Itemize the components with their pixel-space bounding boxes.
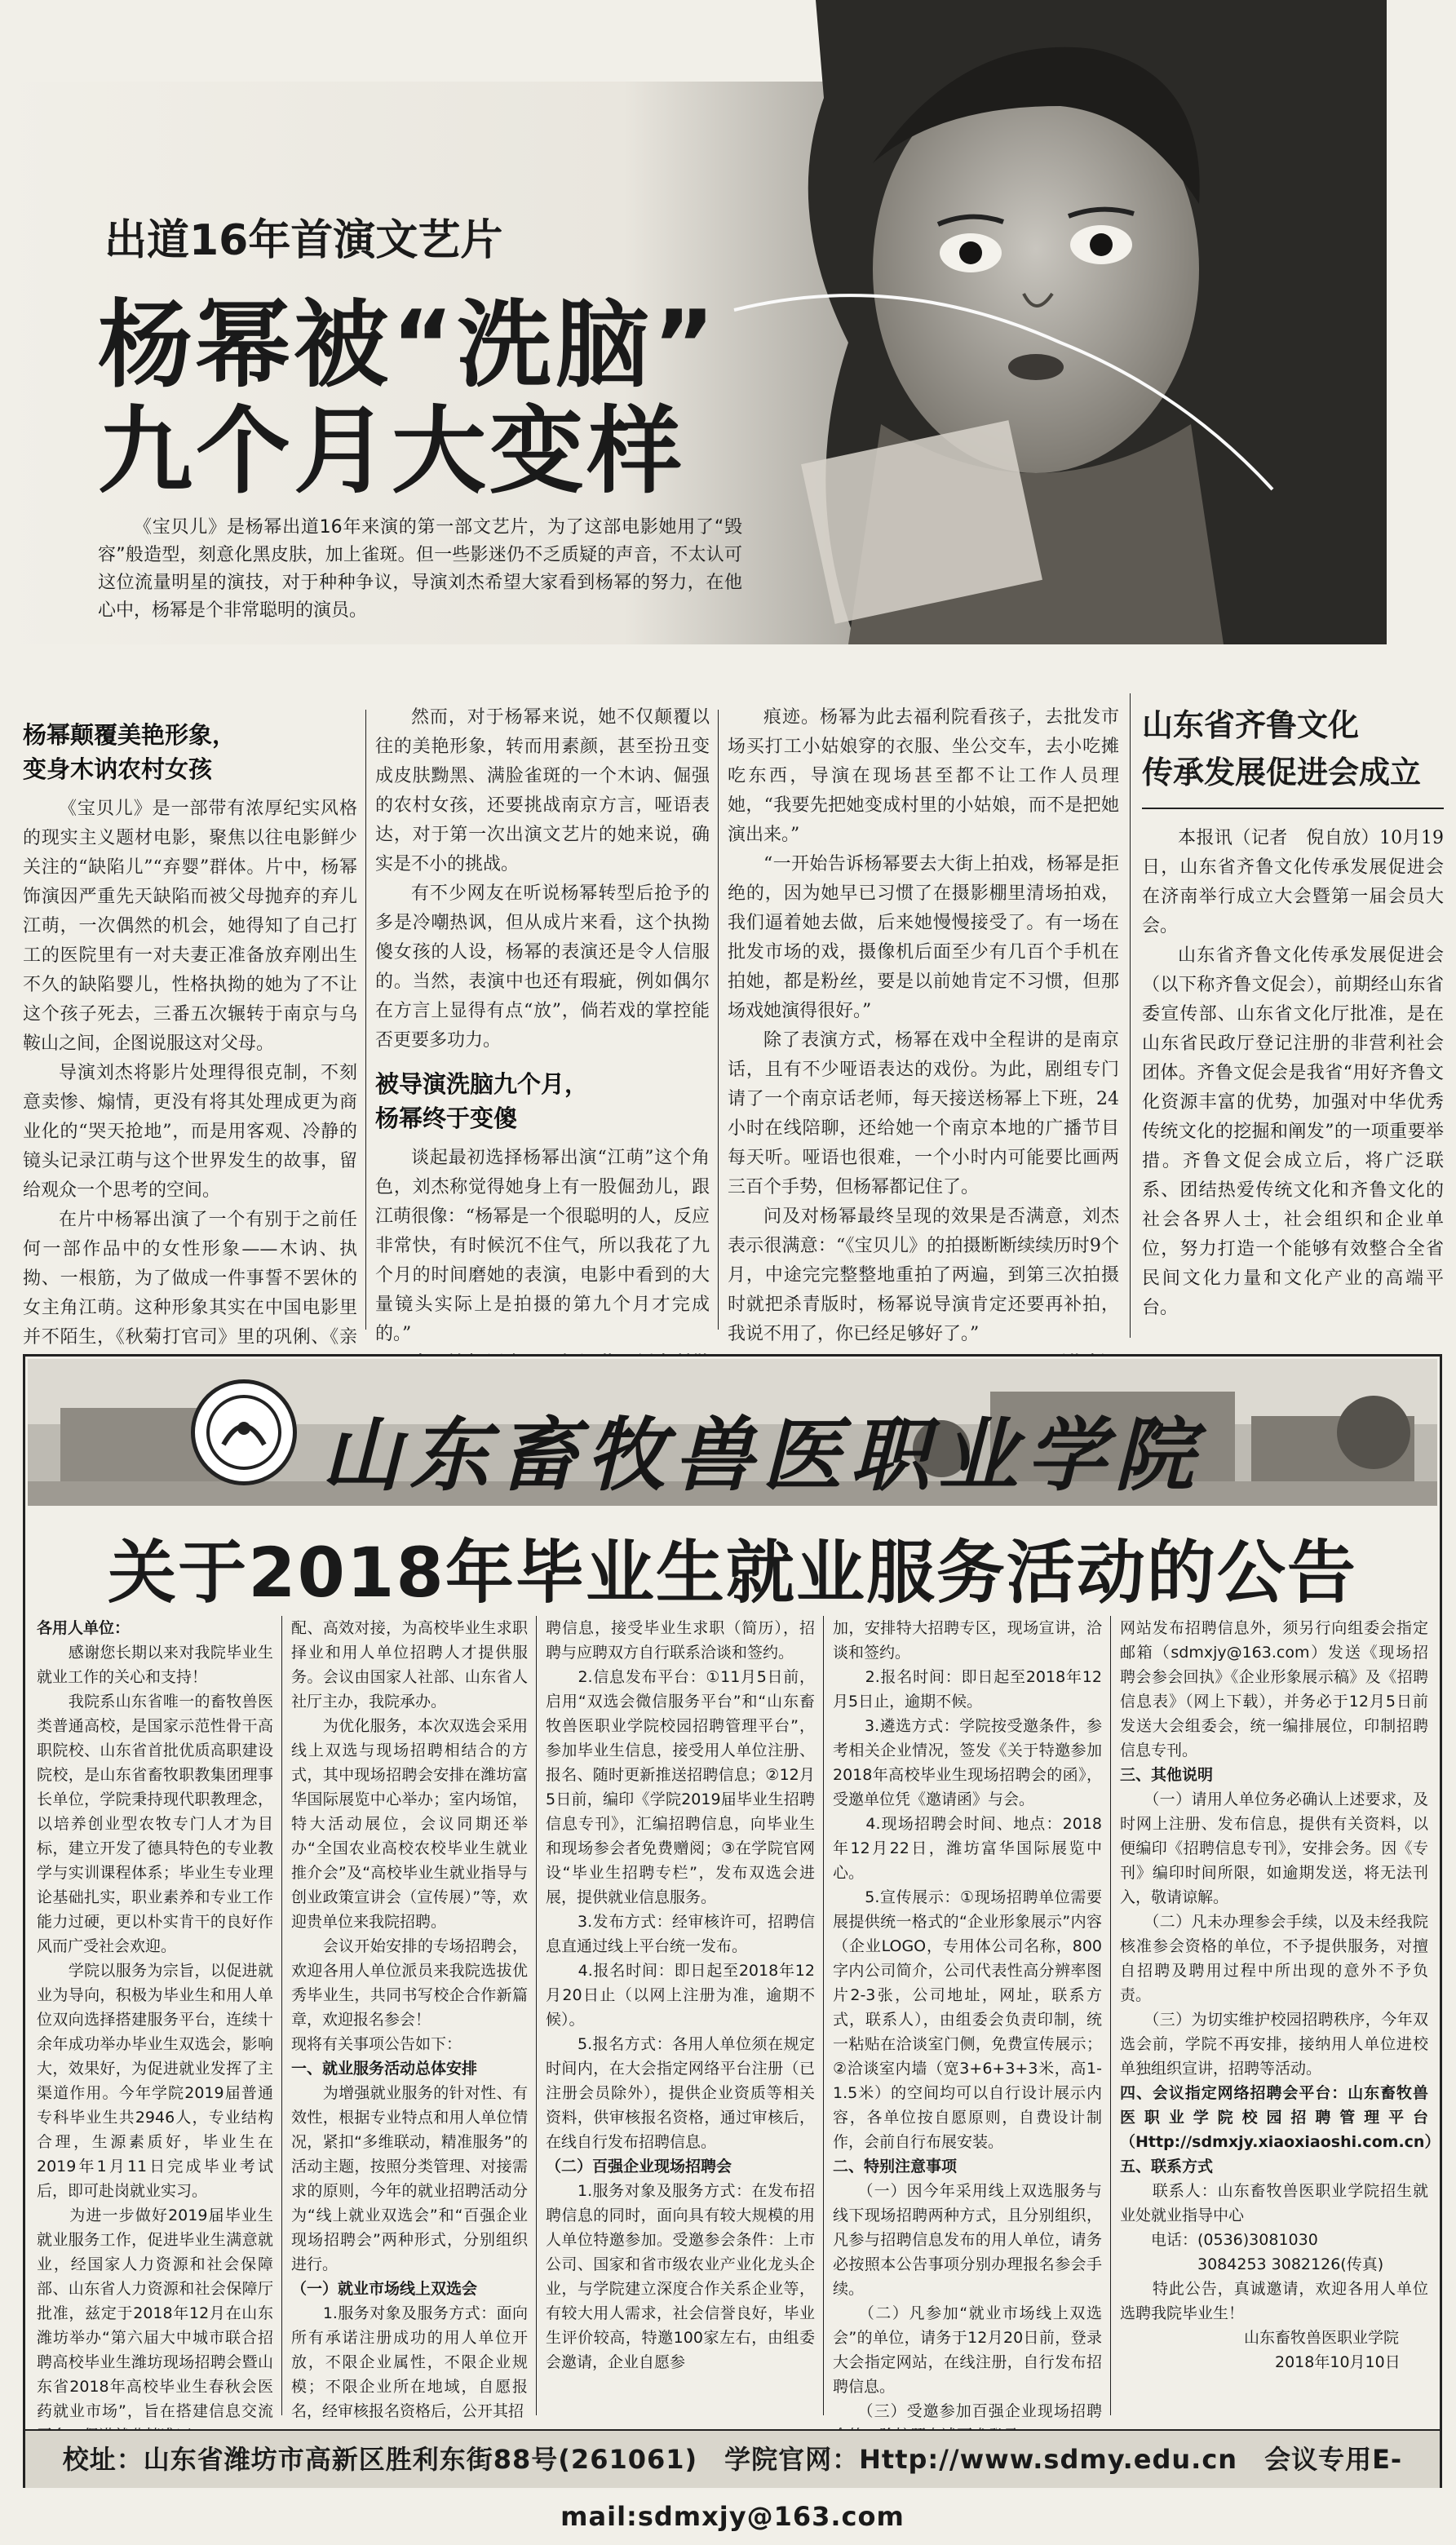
column-rule <box>281 1616 282 2415</box>
notice-paragraph: 聘信息，接受毕业生求职（简历），招聘与应聘双方自行联系洽谈和签约。 <box>546 1619 815 1662</box>
column-rule <box>536 1616 537 2415</box>
paragraph: 在片中杨幂出演了一个有别于之前任何一部作品中的女性形象——木讷、执拗、一根筋，为了做成一件事誓不罢休的女主角江萌。这种形象其实在中国电影里并不陌生，《秋菊打官司》里的巩俐、《亲 <box>23 1210 357 1348</box>
article-column-1 <box>23 718 357 1419</box>
notice-paragraph: （三）为切实维护校园招聘秩序，今年双选会前，学院不再安排，接纳用人单位进校单独组织宣讲，招聘等活动。 <box>1120 2011 1428 2078</box>
notice-paragraph: （二）凡未办理参会手续，以及未经我院核准参会资格的单位，不予提供服务，对擅自招聘及聘用过程中所出现的意外不予负责。 <box>1120 1913 1428 2004</box>
notice-paragraph: 会议开始安排的专场招聘会，欢迎各用人单位派员来我院选拔优秀毕业生，共同书写校企合作新篇章，欢迎报名参会！ <box>291 1937 528 2029</box>
sidebar-headline-line1: 山东省齐鲁文化 <box>1142 707 1360 743</box>
paragraph: 有不少网友在听说杨幂转型后抢予的多是冷嘲热讽，但从成片来看，这个执拗傻女孩的人设，杨幂的表演还是令人信服的。当然，表演中也还有瑕疵，例如偶尔在方言上显得有点“放”，倘若戏的掌控能否更要多功力。 <box>375 883 710 1051</box>
section-heading: 被导演洗脑九个月， <box>375 1070 589 1098</box>
notice-paragraph: （三）受邀参加百强企业现场招聘 <box>865 2402 1102 2420</box>
notice-paragraph: 1.服务对象及服务方式：面向所有承诺注册成功的用人单位开放，不限企业属性，不限企业规模；不限企业所在地域，自愿报名，经审核报名资格后，公开其招 <box>291 2304 528 2420</box>
feature-headline-line1: 杨幂被“洗脑” <box>98 290 719 401</box>
paragraph: 除了表演方式，杨幂在戏中全程讲的是南京话，且有不少哑语表达的戏份。为此，剧组专门请了一个南京话老师，每天接送杨幂上下班，24小时在线陪聊，还给她一个南京本地的广播节目每天听。哑语也很难，一个小时内可能要比画两三百个手势，但杨幂都记住了。 <box>728 1030 1119 1197</box>
notice-paragraph: 现将有关事项公告如下： <box>291 2035 462 2053</box>
notice-paragraph: 5.报名方式：各用人单位须在规定时间内，在大会指定网络平台注册（已注册会员除外），提供企业资质等相关资料，供审核报名资格，通过审核后，在线自行发布招聘信息。 <box>546 2035 815 2151</box>
feature-subtitle: 出道16年首演文艺片 <box>104 216 503 265</box>
paragraph: 谈起最初选择杨幂出演“江萌”这个角色，刘杰称觉得她身上有一股倔劲儿，跟江萌很像：“杨幂是一个很聪明的人，反应非常快，有时候沉不住气，所以我花了九个月的时间磨她的表演，电影中看到的大量镜头实际上是拍摄的第九个月才完成的。” <box>375 1148 710 1344</box>
notice-paragraph: （一）请用人单位务必确认上述要求，及时网上注册、发布信息，提供有关资料，以便编印《招聘信息专刊》，安排会务。因《专刊》编印时间所限，如逾期发送，将无法刊入，敬请谅解。 <box>1120 1790 1428 1906</box>
notice-paragraph: 3.遴选方式：学院按受邀条件，参考相关企业情况，签发《关于特邀参加2018年高校毕业生现场招聘会的函》，受邀单位凭《邀请函》与会。 <box>833 1717 1102 1808</box>
notice-paragraph: 一、就业服务活动总体安排 <box>291 2060 478 2078</box>
rule <box>1142 808 1444 809</box>
notice-paragraph: 2018年10月10日 <box>1120 2353 1401 2371</box>
school-banner <box>28 1359 1437 1506</box>
notice-paragraph: 联系人：山东畜牧兽医职业学院招生就业处就业指导中心 <box>1120 2182 1428 2224</box>
notice-paragraph: 加，安排特大招聘专区，现场宣讲，洽谈和签约。 <box>833 1619 1102 1662</box>
notice-paragraph: 5.宣传展示：①现场招聘单位需要展提供统一格式的“企业形象展示”内容（企业LOGO，专用体公司名称，800字内公司简介，公司代表性高分辨率图片2-3张，公司地址，网址，联系方式，联系人），由组委会负责印制，统一粘贴在洽谈室门侧，免费宣传展示；②洽谈室内墙（宽3+6+3+3米，高1-1.5米）的空间均可以自行设计展示内容，各单位按自愿原则，自费设计制作，会前自行布展安装。 <box>833 1888 1102 2151</box>
notice-paragraph: 四、会议指定网络招聘会平台：山东畜牧兽医职业学院校园招聘管理平台（Http://sdmxjy.xiaoxiaoshi.com.cn） <box>1120 2084 1441 2151</box>
notice-paragraph: （二）百强企业现场招聘会 <box>546 2158 732 2175</box>
notice-column-4 <box>833 1616 1102 2420</box>
notice-paragraph: 网站发布招聘信息外，须另行向组委会指定邮箱（sdmxjy@163.com）发送《现场招聘会参会回执》《企业形象展示稿》及《招聘信息表》（网上下载），并务必于12月5日前发送大会组委会，统一编排展位，印制招聘信息专刊。 <box>1120 1619 1428 1759</box>
column-rule <box>365 710 366 1330</box>
feature-headline-line2: 九个月大变样 <box>98 396 685 507</box>
column-rule <box>1110 1616 1111 2415</box>
notice-paragraph: （一）就业市场线上双选会 <box>291 2280 478 2298</box>
notice-paragraph: 五、联系方式 <box>1120 2158 1214 2175</box>
section-heading: 杨幂终于变傻 <box>375 1104 518 1132</box>
section-heading: 杨幂颠覆美艳形象， <box>23 721 237 749</box>
sidebar-headline <box>1142 702 1452 796</box>
school-name-calligraphy: 山东畜牧兽医职业学院 <box>321 1409 1203 1503</box>
notice-column-2 <box>291 1616 528 2420</box>
notice-title: 关于2018年毕业生就业服务活动的公告 <box>108 1533 1357 1613</box>
notice-paragraph: 特此公告，真诚邀请，欢迎各用人单位选聘我院毕业生！ <box>1120 2280 1428 2322</box>
notice-paragraph: 配、高效对接，为高校毕业生求职择业和用人单位招聘人才提供服务。会议由国家人社部、山东省人社厅主办，我院承办。 <box>291 1619 528 1711</box>
notice-paragraph: 3084253 3082126(传真) <box>1120 2255 1384 2273</box>
notice-paragraph: 3.发布方式：经审核许可，招聘信息直通过线上平台统一发布。 <box>546 1913 815 1955</box>
notice-paragraph: 为优化服务，本次双选会采用线上双选与现场招聘相结合的方式，其中现场招聘会安排在潍坊富华国际展览中心举办；室内场馆，特大活动展位，会议同期还举办“全国农业高校农校毕业生就业推介会”及“高校毕业生就业指导与创业政策宣讲会（宣传展）”等，欢迎贵单位来我院招聘。 <box>291 1717 528 1931</box>
notice-paragraph: 4.现场招聘会时间、地点：2018年12月22日，潍坊富华国际展览中心。 <box>833 1815 1102 1882</box>
school-logo-icon <box>191 1379 297 1485</box>
article-column-3 <box>728 703 1119 1405</box>
paragraph: 本报讯（记者 倪自放）10月19日，山东省齐鲁文化传承发展促进会在济南举行成立大会暨第一届会员大会。 <box>1142 828 1444 936</box>
notice-paragraph: 为进一步做好2019届毕业生就业服务工作，促进毕业生满意就业，经国家人力资源和社会保障部、山东省人力资源和社会保障厅批准，兹定于2018年12月在山东潍坊举办“第六届大中城市联合招聘高校毕业生潍坊现场招聘会暨山东省2018年高校毕业生春秋会医药就业市场”，旨在搭建信息交流 <box>37 2206 273 2420</box>
paragraph: 痕迹。杨幂为此去福利院看孩子，去批发市场买打工小姑娘穿的衣服、坐公交车，去小吃摊吃东西，导演在现场甚至都不让工作人员理她，“我要先把她变成村里的小姑娘，而不是把她演出来。” <box>728 707 1119 845</box>
feature-photo <box>0 0 1387 644</box>
sidebar-headline-line2: 传承发展促进会成立 <box>1142 755 1422 790</box>
notice-paragraph: （二）凡参加“就业市场线上双选会”的单位，请务于12月20日前，登录大会指定网站，在线注册，自行发布招聘信息。 <box>833 2304 1102 2396</box>
notice-column-3 <box>546 1616 815 2415</box>
notice-paragraph: 各用人单位： <box>37 1619 131 1637</box>
notice-column-1 <box>37 1616 273 2420</box>
article-column-2 <box>375 703 710 1405</box>
notice-paragraph: 三、其他说明 <box>1120 1766 1214 1784</box>
feature-lead: 《宝贝儿》是杨幂出道16年来演的第一部文艺片，为了这部电影她用了“毁容”般造型，刻意化黑皮肤，加上雀斑。但一些影迷仍不乏质疑的声音，不太认可这位流量明星的演技，对于种种争议，导演刘杰希望大家看到杨幂的努力，在他心中，杨幂是个非常聪明的演员。 <box>98 517 742 621</box>
notice-paragraph: 为增强就业服务的针对性、有效性，根据专业特点和用人单位情况，紧扣“多维联动，精准服务”的活动主题，按照分类管理、对接需求的原则，今年的就业招聘活动分为“线上就业双选会”和“百强企业现场招聘会”两种形式，分别组织进行。 <box>291 2084 528 2273</box>
notice-paragraph: 4.报名时间：即日起至2018年12月20日止（以网上注册为准，逾期不候）。 <box>546 1962 815 2029</box>
paragraph: 《宝贝儿》是一部带有浓厚纪实风格的现实主义题材电影，聚焦以往电影鲜少关注的“缺陷儿”“弃婴”群体。片中，杨幂饰演因严重先天缺陷而被父母抛弃的弃儿江萌，一次偶然的机会，她得知了自己打工的医院里有一对夫妻正准备放弃刚出生不久的缺陷婴儿，性格执拗的她为了不让这个孩子死去，三番五次辗转于南京与乌鞍山之间，企图说服这对父母。 <box>23 799 357 1054</box>
section-heading: 变身木讷农村女孩 <box>23 755 213 783</box>
notice-paragraph: 1.服务对象及服务方式：在发布招聘信息的同时，面向具有较大规模的用人单位特邀参加。受邀参会条件：上市公司、国家和省市级农业产业化龙头企业，与学院建立深度合作关系企业等，有较大用人需求，社会信誉良好，毕业生评价较高，特邀100家左右，由组委会邀请，企业自愿参 <box>546 2182 815 2371</box>
paragraph: 导演刘杰将影片处理得很克制，不刻意卖惨、煽情，更没有将其处理成更为商业化的“哭天抢地”，而是用客观、冷静的镜头记录江萌与这个世界发生的故事，留给观众一个思考的空间。 <box>23 1063 357 1201</box>
notice-column-5 <box>1120 1616 1441 2415</box>
notice-paragraph: 学院以服务为宗旨，以促进就业为导向，积极为毕业生和用人单位双向选择搭建服务平台，连续十余年成功举办毕业生双选会，影响大，效果好，为促进就业发挥了主渠道作用。今年学院2019届普通专科毕业生共2946人，专业结构合理，生源素质好，毕业生在2019年1月11日完成毕业考试后，即可赴岗就业实习。 <box>37 1962 273 2200</box>
column-rule <box>1130 693 1131 1338</box>
sidebar-body <box>1142 824 1444 1354</box>
school-advertisement <box>23 1354 1442 2532</box>
notice-paragraph: 2.信息发布平台：①11月5日前，启用“双选会微信服务平台”和“山东畜牧兽医职业学院校园招聘管理平台”，参加毕业生信息，接受用人单位注册、报名、随时更新推送招聘信息；②12月5日前，编印《学院2019届毕业生招聘信息专刊》，汇编招聘信息，向毕业生和现场参会者免费赠阅；③在学院官网设“毕业生招聘专栏”，发布双选会进展，提供就业信息服务。 <box>546 1668 815 1906</box>
column-rule <box>718 710 719 1330</box>
paragraph: 然而，对于杨幂来说，她不仅颠覆以往的美艳形象，转而用素颜，甚至扮丑变成皮肤黝黑、满脸雀斑的一个木讷、倔强的农村女孩，还要挑战南京方言，哑语表达，对于第一次出演文艺片的她来说，确实是不小的挑战。 <box>375 707 710 874</box>
notice-paragraph: 山东畜牧兽医职业学院 <box>1120 2329 1400 2347</box>
column-rule <box>823 1616 824 2415</box>
notice-paragraph: 感谢您长期以来对我院毕业生就业工作的关心和支持！ <box>37 1644 273 1686</box>
notice-paragraph: 我院系山东省唯一的畜牧兽医类普通高校，是国家示范性骨干高职院校、山东省首批优质高职建设院校，是山东省畜牧职教集团理事长单位，学院秉持现代职教理念，以培养创业型农牧专门人才为目标，建立开发了德具特色的专业教学与实训课程体系；毕业生专业理论基础扎实，职业素养和专业工作能力过硬，更以朴实肯干的良好作风而广受社会欢迎。 <box>37 1693 273 1955</box>
notice-paragraph: （一）因今年采用线上双选服务与线下现场招聘两种方式，且分别组织，凡参与招聘信息发布的用人单位，请务必按照本公告事项分别办理报名参会手续。 <box>833 2182 1102 2298</box>
notice-paragraph: 电话：(0536)3081030 <box>1120 2231 1318 2249</box>
school-emblem-icon <box>195 1383 293 1481</box>
notice-paragraph: 二、特别注意事项 <box>833 2158 958 2175</box>
school-contact-footer: 校址：山东省潍坊市高新区胜利东街88号(261061) 学院官网：Http://www.sdmy.edu.cn 会议专用E-mail:sdmxjy@163.com <box>25 2429 1440 2488</box>
notice-paragraph: 2.报名时间：即日起至2018年12月5日止，逾期不候。 <box>833 1668 1102 1711</box>
paragraph: 问及对杨幂最终呈现的效果是否满意，刘杰表示很满意：“《宝贝儿》的拍摄断断续续历时9个月，中途完完整整地重拍了两遍，到第三次拍摄时就把杀青版时，杨幂说导演肯定还要再补拍，我说不用了，你已经足够好了。” <box>728 1206 1119 1344</box>
paragraph: “一开始告诉杨幂要去大街上拍戏，杨幂是拒绝的，因为她早已习惯了在摄影棚里清场拍戏，我们逼着她去做，后来她慢慢接受了。有一场在批发市场的戏，摄像机后面至少有几百个手机在拍她，都是粉丝，要是以前她肯定不习惯，但那场戏她演得很好。” <box>728 854 1119 1021</box>
paragraph: 山东省齐鲁文化传承发展促进会（以下称齐鲁文促会），前期经山东省委宣传部、山东省文化厅批准，是在山东省民政厅登记注册的非营利社会团体。齐鲁文促会是我省“用好齐鲁文化资源丰富的优势，加强对中华优秀传统文化的挖掘和阐发”的一项重要举措。齐鲁文促会成立后，将广泛联系、团结热爱传统文化和齐鲁文化的社会各界人士，社会组织和企业单位，努力打造一个能够有效整合全省民间文化力量和文化产业的高端平台。 <box>1142 945 1444 1318</box>
